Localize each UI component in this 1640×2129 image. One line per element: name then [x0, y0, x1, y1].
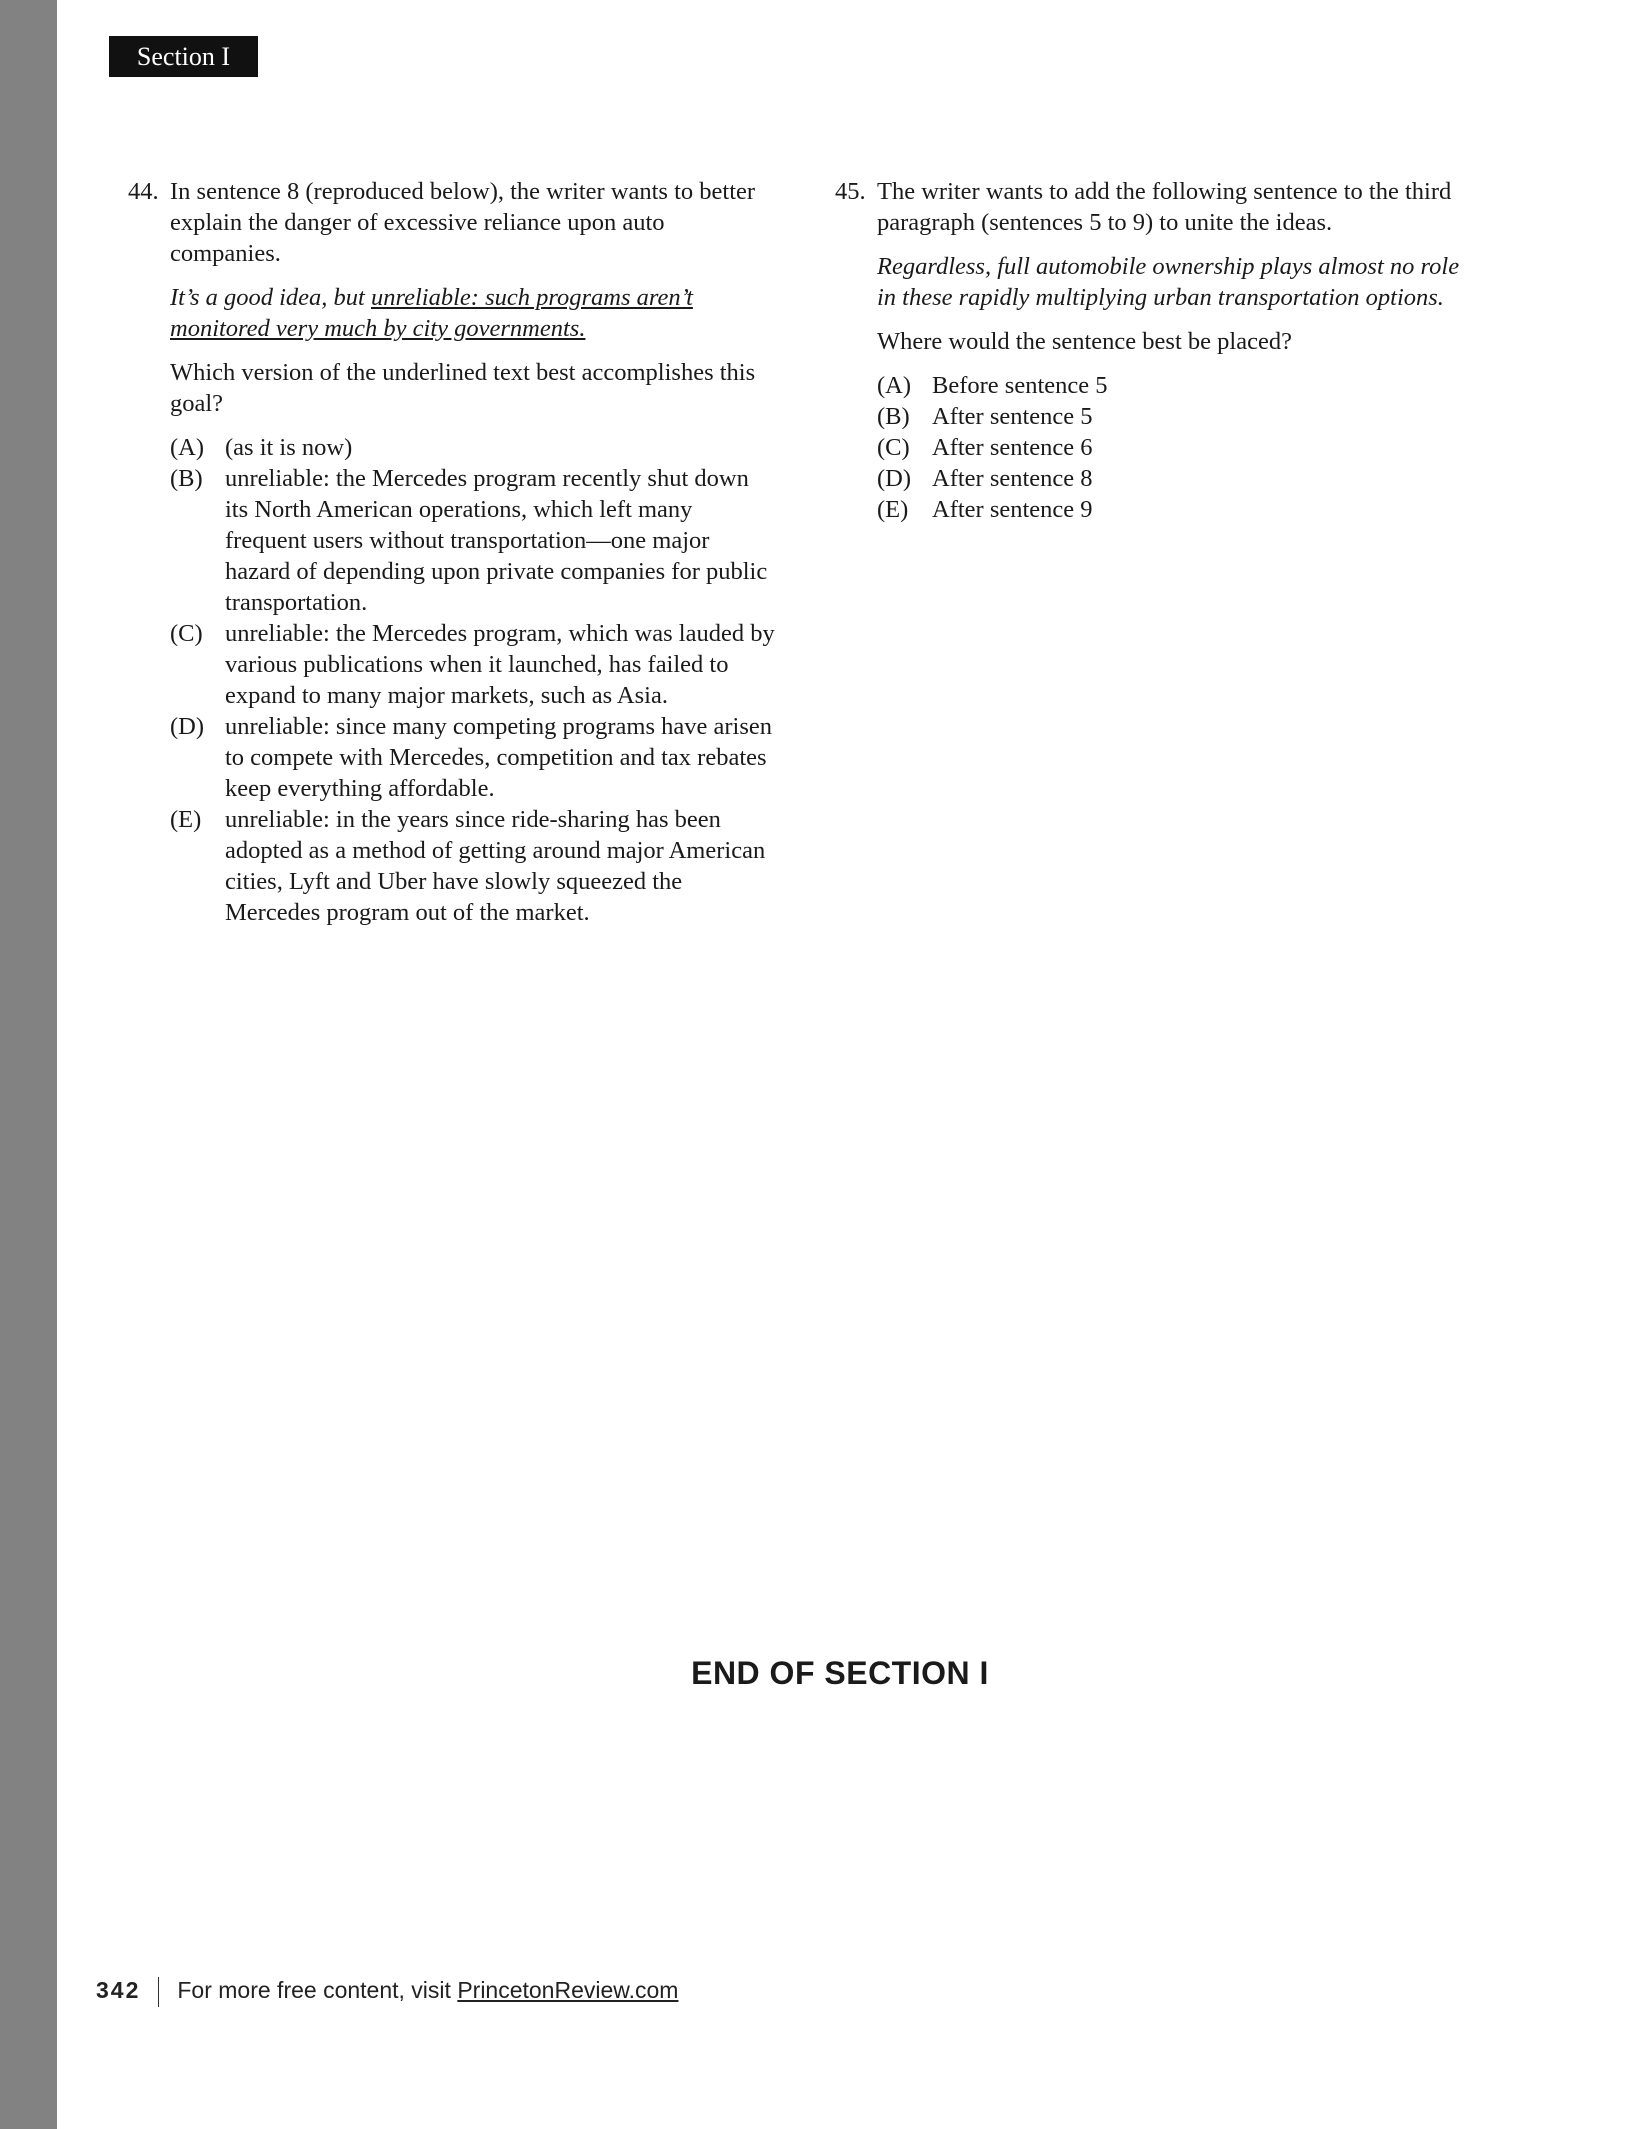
answer-choice[interactable]: [170, 463, 778, 618]
choice-text: After sentence 5: [932, 403, 1093, 430]
choice-letter: (E): [170, 806, 202, 833]
choice-text: After sentence 9: [932, 496, 1093, 523]
choice-text: unreliable: the Mercedes program recently shut down its North American operations, which left many frequent users without transportation—one major hazard of depending upon private companies for public transportation.: [225, 465, 768, 616]
answer-choice[interactable]: [170, 432, 778, 463]
answer-choice[interactable]: [170, 711, 778, 804]
choice-text: unreliable: the Mercedes program, which was lauded by various publications when it launched, has failed to expand to many major markets, such as Asia.: [225, 620, 775, 709]
choice-letter: (E): [877, 496, 909, 523]
quoted-sentence: [170, 282, 778, 344]
question-44: [128, 176, 778, 928]
answer-choices: [170, 432, 778, 928]
choice-letter: (D): [877, 465, 912, 492]
choice-text: unreliable: in the years since ride-sharing has been adopted as a method of getting around major American cities, Lyft and Uber have slowly squeezed the Mercedes program out of the market.: [225, 806, 766, 926]
answer-choice[interactable]: [877, 463, 1465, 494]
quoted-sentence: Regardless, full automobile ownership plays almost no role in these rapidly multiplying urban transportation options.: [877, 253, 1460, 311]
choice-letter: (A): [170, 434, 205, 461]
question-stem-text: In sentence 8 (reproduced below), the writer wants to better explain the danger of excessive reliance upon auto companies.: [170, 178, 756, 267]
choice-text: Before sentence 5: [932, 372, 1108, 399]
question-stem: [128, 176, 778, 269]
choice-letter: (A): [877, 372, 912, 399]
question-prompt: Where would the sentence best be placed?: [877, 328, 1292, 355]
answer-choice[interactable]: [170, 618, 778, 711]
question-prompt: Which version of the underlined text best accomplishes this goal?: [170, 359, 756, 417]
answer-choice[interactable]: [877, 494, 1465, 525]
answer-choice[interactable]: [877, 370, 1465, 401]
answer-choice[interactable]: [170, 804, 778, 928]
choice-letter: (B): [170, 465, 203, 492]
answer-choice[interactable]: [877, 432, 1465, 463]
choice-letter: (C): [877, 434, 910, 461]
choice-text: unreliable: since many competing programs have arisen to compete with Mercedes, competition and tax rebates keep everything affordable.: [225, 713, 772, 802]
page-side-bar: [0, 0, 57, 2129]
choice-letter: (C): [170, 620, 203, 647]
question-stem-text: The writer wants to add the following sentence to the third paragraph (sentences 5 to 9) to unite the ideas.: [877, 178, 1452, 236]
footer-text: For more free content, visit: [177, 1977, 458, 2003]
answer-choices: [877, 370, 1465, 525]
choice-letter: (B): [877, 403, 910, 430]
answer-choice[interactable]: [877, 401, 1465, 432]
footer-link[interactable]: PrincetonReview.com: [457, 1977, 679, 2003]
choice-text: After sentence 8: [932, 465, 1093, 492]
page-footer: [96, 1972, 678, 2008]
quoted-sentence-plain: It’s a good idea, but: [170, 284, 371, 311]
page-number: 342: [96, 1977, 141, 2003]
question-number: 45.: [835, 178, 866, 205]
choice-text: (as it is now): [225, 434, 353, 461]
section-label: Section I: [109, 36, 258, 77]
end-of-section-title: END OF SECTION I: [691, 1655, 989, 1691]
choice-letter: (D): [170, 713, 205, 740]
underlined-text: unreliable: such programs aren’t monitored very much by city governments.: [170, 284, 693, 342]
choice-text: After sentence 6: [932, 434, 1093, 461]
question-number: 44.: [128, 178, 159, 205]
question-stem: [835, 176, 1465, 238]
question-45: [835, 176, 1465, 525]
footer-divider: [158, 1977, 159, 2007]
